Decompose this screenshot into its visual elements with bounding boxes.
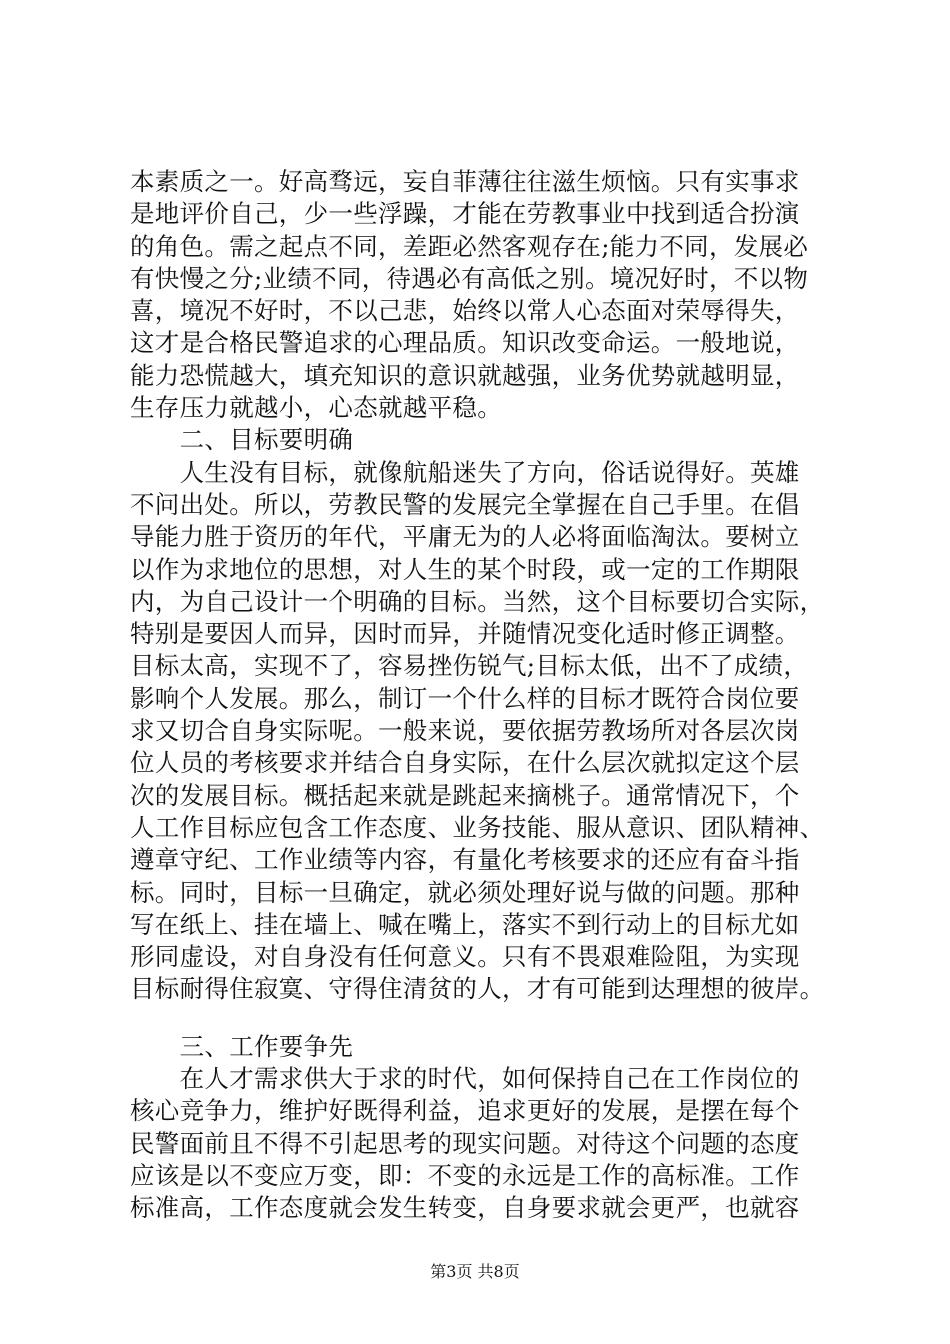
text-line: 人工作目标应包含工作态度、业务技能、服从意识、团队精神、	[130, 812, 825, 842]
text-line: 影响个人发展。那么，制订一个什么样的目标才既符合岗位要	[130, 683, 800, 713]
text-line: 本素质之一。好高骛远，妄自菲薄往往滋生烦恼。只有实事求	[130, 167, 800, 196]
text-line: 形同虚设，对自身没有任何意义。只有不畏艰难险阻，为实现	[130, 942, 800, 972]
text-line: 标准高，工作态度就会发生转变，自身要求就会更严，也就容	[130, 1193, 800, 1223]
section-heading: 二、目标要明确	[130, 425, 354, 455]
text-line: 喜，境况不好时，不以己悲，始终以常人心态面对荣辱得失，	[130, 296, 800, 326]
text-line: 有快慢之分;业绩不同，待遇必有高低之别。境况好时，不以物	[130, 263, 809, 293]
text-line: 次的发展目标。概括起来就是跳起来摘桃子。通常情况下，个	[130, 780, 800, 810]
text-line: 生存压力就越小，心态就越平稳。	[130, 393, 502, 423]
body-text	[130, 166, 830, 1225]
text-line: 位人员的考核要求并结合自身实际，在什么层次就拟定这个层	[130, 748, 800, 778]
paragraph-gap	[130, 1006, 830, 1031]
text-line: 能力恐慌越大，填充知识的意识就越强，业务优势就越明显，	[130, 360, 800, 390]
text-line: 求又切合自身实际呢。一般来说，要依据劳教场所对各层次岗	[130, 716, 800, 746]
text-line: 写在纸上、挂在墙上、喊在嘴上，落实不到行动上的目标尤如	[130, 909, 800, 939]
page-footer: 第3页 共8页	[430, 1262, 520, 1281]
text-line: 内，为自己设计一个明确的目标。当然，这个目标要切合实际，	[130, 586, 825, 616]
text-line: 特别是要因人而异，因时而异，并随情况变化适时修正调整。	[130, 619, 800, 649]
text-line: 人生没有目标，就像航船迷失了方向，俗话说得好。英雄	[130, 457, 800, 487]
text-line: 目标耐得住寂寞、守得住清贫的人，才有可能到达理想的彼岸。	[130, 974, 825, 1004]
text-line: 是地评价自己，少一些浮躁，才能在劳教事业中找到适合扮演	[130, 199, 800, 229]
text-line: 遵章守纪、工作业绩等内容，有量化考核要求的还应有奋斗指	[130, 845, 800, 875]
text-line: 不问出处。所以，劳教民警的发展完全掌握在自己手里。在倡	[130, 489, 800, 519]
text-line: 在人才需求供大于求的时代，如何保持自己在工作岗位的	[130, 1064, 800, 1094]
text-line: 标。同时，目标一旦确定，就必须处理好说与做的问题。那种	[130, 877, 800, 907]
text-line: 目标太高，实现不了，容易挫伤锐气;目标太低，出不了成绩，	[130, 651, 809, 681]
text-line: 这才是合格民警追求的心理品质。知识改变命运。一般地说，	[130, 328, 800, 358]
text-line: 应该是以不变应万变，即：不变的永远是工作的高标准。工作	[130, 1160, 800, 1190]
text-line: 以作为求地位的思想，对人生的某个时段，或一定的工作期限	[130, 554, 800, 584]
text-line: 的角色。需之起点不同，差距必然客观存在;能力不同，发展必	[130, 231, 809, 261]
text-line: 民警面前且不得不引起思考的现实问题。对待这个问题的态度	[130, 1128, 800, 1158]
text-line: 导能力胜于资历的年代，平庸无为的人必将面临淘汰。要树立	[130, 522, 800, 552]
section-heading: 三、工作要争先	[130, 1031, 354, 1061]
text-line: 核心竞争力，维护好既得利益，追求更好的发展，是摆在每个	[130, 1096, 800, 1126]
